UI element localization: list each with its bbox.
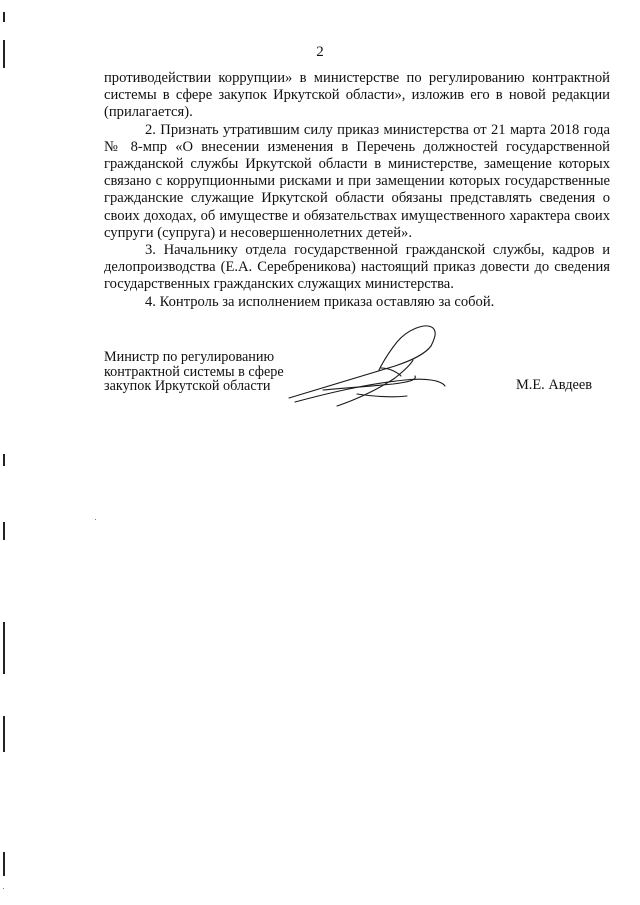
signatory-title-line: контрактной системы в сфере (104, 363, 284, 380)
handwritten-signature (285, 320, 455, 410)
signatory-title-line: закупок Иркутской области (104, 378, 271, 395)
text-line: противодействии коррупции» в министерстве по регулированию (104, 70, 525, 86)
text-line: сведения государственных гражданских служащих министерства. (104, 259, 610, 293)
scan-edge-mark (3, 852, 5, 876)
paragraph-4 (104, 294, 610, 311)
text-line: 2018 года № 8-мпр «О внесении изменения в Перечень должностей (104, 121, 610, 155)
text-line: 2. Признать утратившим силу приказ министерства от 21 марта (145, 121, 546, 138)
paragraph-2 (104, 122, 610, 242)
text-line: которых государственные гражданские служащие Иркутской области (104, 173, 611, 207)
text-line: обязаны представлять сведения о своих доходах, об имуществе и (104, 190, 610, 224)
scan-edge-mark (3, 716, 5, 752)
text-line: государственной гражданской службы Иркутской области в министерстве, (104, 138, 610, 173)
signatory-title-line: Министр по регулированию (104, 349, 275, 365)
text-line: 3. Начальнику отдела государственной гражданской службы, кадров и (145, 242, 610, 259)
text-line: несовершеннолетних детей». (230, 224, 412, 241)
text-line: новой редакции (прилагается). (104, 87, 610, 121)
scan-edge-mark (3, 522, 5, 540)
text-line: 4. Контроль за исполнением приказа оставляю за собой. (145, 293, 495, 310)
scan-speck (3, 888, 4, 889)
page-number: 2 (316, 44, 324, 60)
document-body (104, 70, 610, 311)
text-line: делопроизводства (Е.А. Серебреникова) настоящий приказ довести до (104, 259, 550, 276)
signatory-name: М.Е. Авдеев (516, 377, 593, 393)
scan-edge-mark (3, 454, 5, 466)
text-line: контрактной системы в сфере закупок Иркутской области», изложив его в (104, 70, 610, 104)
scan-edge-mark (3, 40, 5, 68)
paragraph-3 (104, 242, 610, 294)
text-line: замещение которых связано с коррупционными рисками и при замещении (104, 156, 611, 190)
scan-edge-mark (3, 12, 5, 22)
scan-speck (95, 519, 96, 520)
scan-edge-mark (3, 622, 5, 674)
paragraph-1-continuation (104, 70, 610, 122)
text-line: обязательствах имущественного характера своих супруги (супруга) и (104, 207, 610, 241)
